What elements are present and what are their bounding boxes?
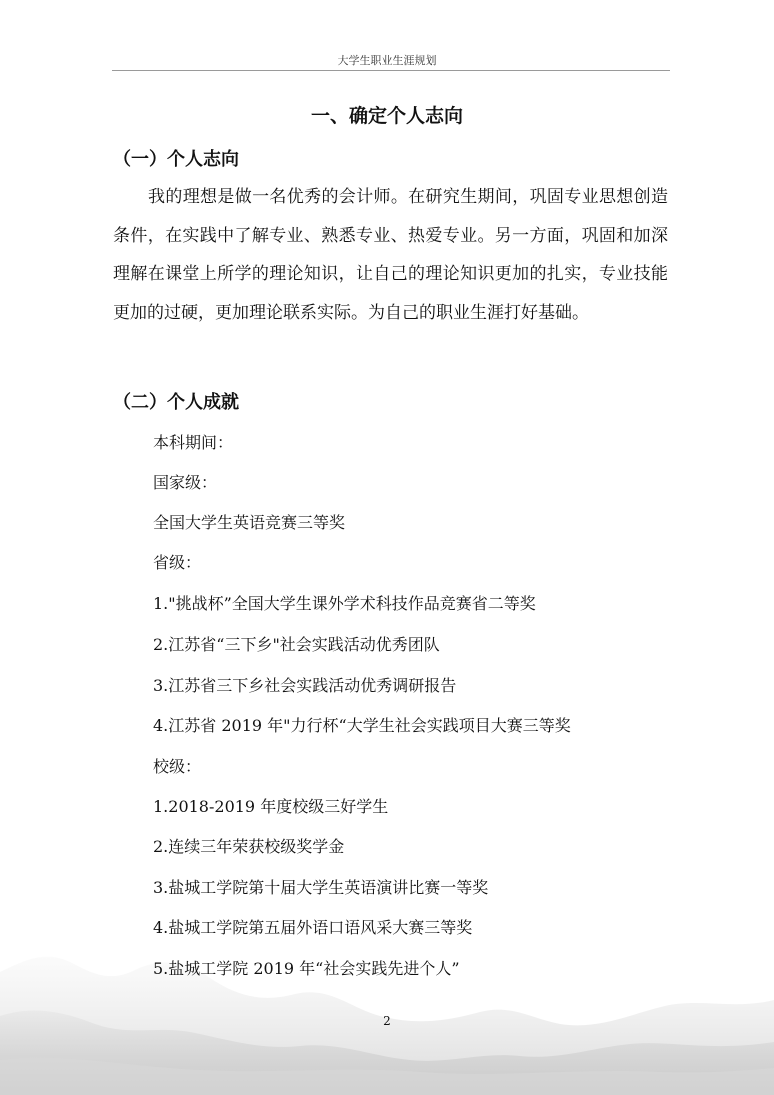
page-number: 2 <box>383 1014 391 1028</box>
aspiration-paragraph: 我的理想是做一名优秀的会计师。在研究生期间，巩固专业思想创造条件，在实践中了解专业、熟悉专业、热爱专业。另一方面，巩固和加深理解在课堂上所学的理论知识，让自己的理论知识更加的扎实，专业技能更加的过硬，更加理论联系实际。为自己的职业生涯打好基础。 <box>113 187 668 323</box>
achievement-line: 国家级： <box>153 473 218 492</box>
achievement-line: 2.江苏省“三下乡"社会实践活动优秀团队 <box>153 635 440 654</box>
mountain-ink-background <box>0 920 774 1095</box>
achievement-line: 2.连续三年荣获校级奖学金 <box>153 837 345 856</box>
achievement-line: 3.盐城工学院第十届大学生英语演讲比赛一等奖 <box>153 878 489 897</box>
achievement-line: 4.盐城工学院第五届外语口语风采大赛三等奖 <box>153 918 473 937</box>
achievement-line: 1.2018-2019 年度校级三好学生 <box>153 797 389 816</box>
running-header: 大学生职业生涯规划 <box>337 54 437 67</box>
achievement-line: 1."挑战杯”全国大学生课外学术科技作品竞赛省二等奖 <box>153 594 536 613</box>
achievement-line: 4.江苏省 2019 年"力行杯“大学生社会实践项目大赛三等奖 <box>153 716 571 735</box>
achievement-line: 全国大学生英语竞赛三等奖 <box>153 513 346 532</box>
page-title: 一、确定个人志向 <box>310 105 463 127</box>
achievement-line: 5.盐城工学院 2019 年“社会实践先进个人” <box>153 959 460 978</box>
header-rule <box>112 70 670 71</box>
achievement-line: 校级： <box>153 757 202 776</box>
section-heading-aspiration: （一）个人志向 <box>113 149 239 170</box>
achievement-line: 3.江苏省三下乡社会实践活动优秀调研报告 <box>153 676 457 695</box>
achievement-line: 省级： <box>153 553 202 572</box>
section-heading-achievements: （二）个人成就 <box>113 392 239 413</box>
achievement-line: 本科期间： <box>153 433 234 452</box>
